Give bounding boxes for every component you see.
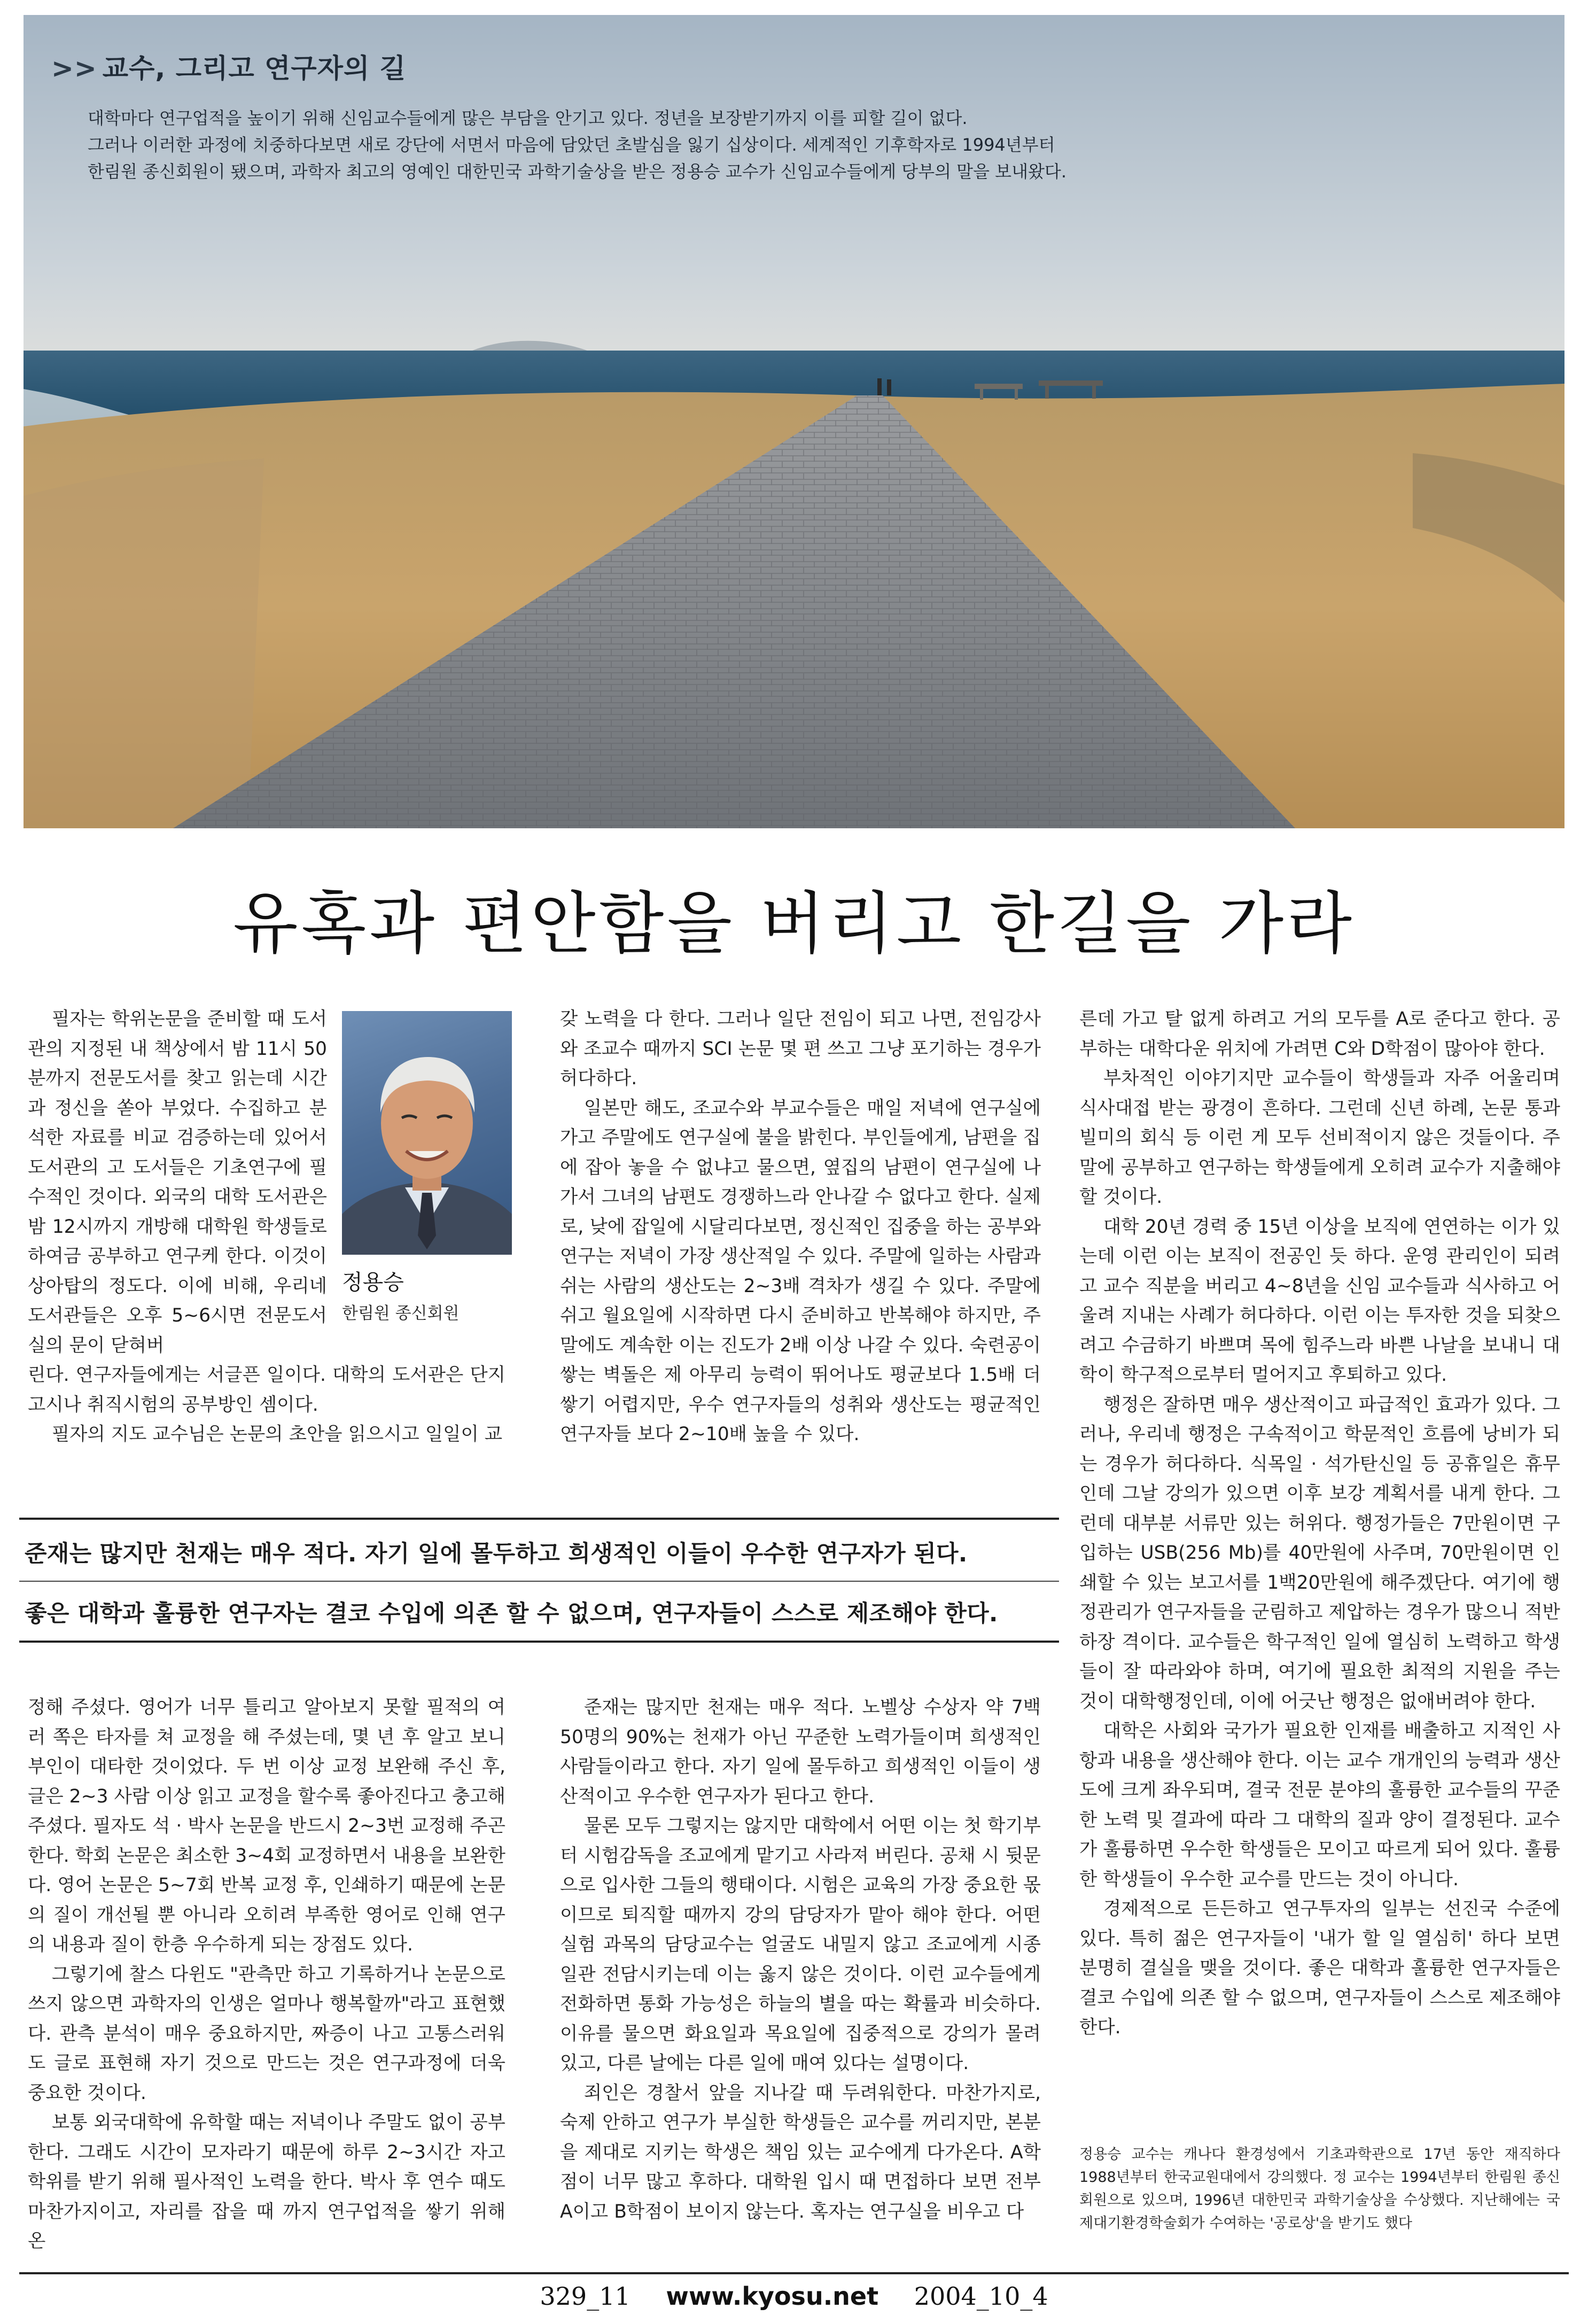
paragraph: 른데 가고 탈 없게 하려고 거의 모두를 A로 준다고 한다. 공부하는 대학다운 위치에 가려면 C와 D학점이 많아야 한다. [1079,1008,1560,1060]
paragraph: 필자의 지도 교수님은 논문의 초안을 읽으시고 일일이 교 [51,1424,503,1445]
double-chevron-icon: >> [51,53,97,84]
paragraph: 그렇기에 찰스 다윈도 "관측만 하고 기록하거나 논문으로 쓰지 않으면 과학자의 인생은 얼마나 행복할까"라고 표현했다. 관측 분석이 매우 중요하지만, 짜증이 나고 고통스러워도 글로 표현해 자기 것으로 만드는 것은 연구과정에 더욱 중요한 것이다. [28,1963,505,2104]
issue-number: 329_11 [540,2282,630,2311]
column-3 [1079,1005,1560,2043]
author-affiliation: 한림원 종신회원 [342,1304,460,1323]
intro-line: 대학마다 연구업적을 높이기 위해 신임교수들에게 많은 부담을 안기고 있다. 정년을 보장받기까지 이를 피할 길이 없다. [88,108,968,128]
section-title-text: 교수, 그리고 연구자의 길 [102,53,407,84]
column-1-bottom [28,1693,505,2257]
paragraph: 죄인은 경찰서 앞을 지나갈 때 두려워한다. 마찬가지로, 숙제 안하고 연구가 부실한 학생들은 교수를 꺼리지만, 본분을 제대로 지키는 학생은 책임 있는 교수에게 다가온다. A학점이 너무 많고 후하다. 대학원 입시 때 면접하다 보면 전부 A이고 B학점이 보이지 않는다. 혹자는 연구실을 비우고 다 [560,2082,1041,2222]
paragraph: 대학은 사회와 국가가 필요한 인재를 배출하고 지적인 사항과 내용을 생산해야 한다. 이는 교수 개개인의 능력과 생산도에 크게 좌우되며, 결국 전문 분야의 훌륭한 교수들의 꾸준한 노력 및 결과에 따라 그 대학의 질과 양이 결정된다. 교수가 훌륭하면 우수한 학생들은 모이고 따르게 되어 있다. 훌륭한 학생들이 우수한 교수를 만드는 것이 아니다. [1079,1720,1560,1890]
hero-intro [88,105,1167,185]
paragraph: 행정은 잘하면 매우 생산적이고 파급적인 효과가 있다. 그러나, 우리네 행정은 구속적이고 학문적인 흐름에 낭비가 되는 경우가 허다하다. 식목일 · 석가탄신일 등 공휴일은 휴무인데 그날 강의가 있으면 이후 보강 계획서를 내게 한다. 그런데 대부분 서류만 있는 허위다. 행정가들은 7만원이면 구입하는 USB(256 Mb)를 40만원에 사주며, 70만원이면 인쇄할 수 있는 보고서를 1백20만원에 해주겠단다. 여기에 행정관리가 연구자들을 군림하고 제압하는 경우가 많으니 적반하장 격이다. 교수들은 학구적인 일에 열심히 노력하고 학생들이 잘 따라와야 하며, 여기에 필요한 최적의 지원을 주는 것이 대학행정인데, 이에 어긋난 행정은 없애버려야 한다. [1079,1394,1560,1712]
column-2-top [560,1005,1041,1450]
issue-date: 2004_10_4 [914,2282,1048,2311]
section-title [51,47,406,86]
paragraph: 갖 노력을 다 한다. 그러나 일단 전임이 되고 나면, 전임강사와 조교수 때까지 SCI 논문 몇 편 쓰고 그냥 포기하는 경우가 허다하다. [560,1008,1041,1089]
paragraph: 필자는 학위논문을 준비할 때 도서관의 지정된 내 책상에서 밤 11시 50분까지 전문도서를 찾고 읽는데 시간과 정신을 쏟아 부었다. 수집하고 분석한 자료를 비교 검증하는데 있어서 도서관의 고 도서들은 기초연구에 필수적인 것이다. 외국의 대학 도서관은 밤 12시까지 개방해 대학원 학생들로 하여금 공부하고 연구케 한다. 이것이 상아탑의 정도다. 이에 비해, 우리네 도서관들은 오후 5~6시면 전문도서실의 문이 닫혀버 [28,1008,327,1356]
pull-quote-line: 준재는 많지만 천재는 매우 적다. 자기 일에 몰두하고 희생적인 이들이 우수한 연구자가 된다. [25,1541,968,1567]
paragraph: 린다. 연구자들에게는 서글픈 일이다. 대학의 도서관은 단지 고시나 취직시험의 공부방인 셈이다. [28,1364,505,1416]
divider [19,1581,1059,1582]
paragraph: 물론 모두 그렇지는 않지만 대학에서 어떤 이는 첫 학기부터 시험감독을 조교에게 맡기고 사라져 버린다. 공채 시 뒷문으로 입사한 그들의 행태이다. 시험은 교육의 가장 중요한 몫이므로 퇴직할 때까지 강의 담당자가 맡아 해야 한다. 어떤 실험 과목의 담당교수는 얼굴도 내밀지 않고 조교에게 시종일관 전담시키는데 이는 옳지 않은 것이다. 이런 교수들에게 전화하면 통화 가능성은 하늘의 별을 따는 확률과 비슷하다. 이유를 물으면 화요일과 목요일에 집중적으로 강의가 몰려 있고, 다른 날에는 다른 일에 매여 있다는 설명이다. [560,1815,1041,2074]
divider [19,1641,1059,1643]
intro-line: 한림원 종신회원이 됐으며, 과학자 최고의 영예인 대한민국 과학기술상을 받은 정용승 교수가 신임교수들에게 당부의 말을 보내왔다. [88,161,1067,182]
paragraph: 정해 주셨다. 영어가 너무 틀리고 알아보지 못할 필적의 여러 쪽은 타자를 쳐 교정을 해 주셨는데, 몇 년 후 알고 보니 부인이 대타한 것이었다. 두 번 이상 교정 보완해 주신 후, 글은 2~3 사람 이상 읽고 교정을 할수록 좋아진다고 충고해 주셨다. 필자도 석 · 박사 논문을 반드시 2~3번 교정해 주곤 한다. 학회 논문은 최소한 3~4회 교정하면서 내용을 보완한다. 영어 논문은 5~7회 반복 교정 후, 인쇄하기 때문에 논문의 질이 개선될 뿐 아니라 오히려 부족한 영어로 인해 연구의 내용과 질이 한층 우수하게 되는 장점도 있다. [28,1697,505,1955]
footer-divider [19,2272,1569,2274]
hero-photo [24,15,1564,828]
paragraph: 보통 외국대학에 유학할 때는 저녁이나 주말도 없이 공부한다. 그래도 시간이 모자라기 때문에 하루 2~3시간 자고 학위를 받기 위해 필사적인 노력을 한다. 박사 후 연수 때도 마찬가지이고, 자리를 잡을 때 까지 연구업적을 쌓기 위해 온 [28,2112,505,2252]
paragraph: 준재는 많지만 천재는 매우 적다. 노벨상 수상자 약 7백50명의 90%는 천재가 아닌 꾸준한 노력가들이며 희생적인 사람들이라고 한다. 자기 일에 몰두하고 희생적인 이들이 생산적이고 우수한 연구자가 된다고 한다. [560,1697,1041,1807]
column-2-bottom [560,1693,1041,2227]
paragraph: 대학 20년 경력 중 15년 이상을 보직에 연연하는 이가 있는데 이런 이는 보직이 전공인 듯 하다. 운영 관리인이 되려고 교수 직분을 버리고 4~8년을 신임 교수들과 식사하고 어울려 지내는 사례가 허다하다. 이런 이는 투자한 것을 되찾으려고 수금하기 바쁘며 목에 힘주느라 바쁜 나날을 보내니 대학이 학구적으로부터 멀어지고 후퇴하고 있다. [1079,1216,1560,1386]
divider [19,1518,1059,1520]
article-title: 유혹과 편안함을 버리고 한길을 가라 [233,884,1355,963]
website-link[interactable]: www.kyosu.net [666,2282,879,2311]
pull-quote-line: 좋은 대학과 훌륭한 연구자는 결코 수입에 의존 할 수 없으며, 연구자들이 스스로 제조해야 한다. [25,1600,998,1627]
paragraph: 경제적으로 든든하고 연구투자의 일부는 선진국 수준에 있다. 특히 젊은 연구자들이 '내가 할 일 열심히' 하다 보면 분명히 결실을 맺을 것이다. 좋은 대학과 훌륭한 연구자들은 결코 수입에 의존 할 수 없으며, 연구자들이 스스로 제조해야 한다. [1079,1898,1560,2038]
intro-line: 그러나 이러한 과정에 치중하다보면 새로 강단에 서면서 마음에 담았던 초발심을 잃기 십상이다. 세계적인 기후학자로 1994년부터 [88,135,1055,155]
pull-quote [19,1518,1059,1643]
page-footer [0,2282,1588,2311]
author-bio: 정용승 교수는 캐나다 환경성에서 기초과학관으로 17년 동안 재직하다 1988년부터 한국교원대에서 강의했다. 정 교수는 1994년부터 한림원 종신회원으로 있으며, 1996년 대한민국 과학기술상을 수상했다. 지난해에는 국제대기환경학술회가 수여하는 '공로상'을 받기도 했다 [1079,2146,1560,2232]
paragraph: 부차적인 이야기지만 교수들이 학생들과 자주 어울리며 식사대접 받는 광경이 흔하다. 그런데 신년 하례, 논문 통과 빌미의 회식 등 이런 게 모두 선비적이지 않은 것들이다. 주말에 공부하고 연구하는 학생들에게 오히려 교수가 지출해야 할 것이다. [1079,1068,1560,1208]
column-1-top [28,1005,505,1450]
paragraph: 일본만 해도, 조교수와 부교수들은 매일 저녁에 연구실에 가고 주말에도 연구실에 불을 밝힌다. 부인들에게, 남편을 집에 잡아 놓을 수 없냐고 물으면, 옆집의 남편이 연구실에 나가서 그녀의 남편도 경쟁하느라 안나갈 수 없다고 한다. 실제로, 낮에 잡일에 시달리다보면, 정신적인 집중을 하는 공부와 연구는 저녁이 가장 생산적일 수 있다. 주말에 일하는 사람과 쉬는 사람의 생산도는 2~3배 격차가 생길 수 있다. 주말에 쉬고 월요일에 시작하면 다시 준비하고 반복해야 하지만, 주말에도 계속한 이는 진도가 2배 이상 나갈 수 있다. 숙련공이 쌓는 벽돌은 제 아무리 능력이 뛰어나도 평균보다 1.5배 더 쌓기 어렵지만, 우수 연구자들의 성취와 생산도는 평균적인 연구자들 보다 2~10배 높을 수 있다. [560,1097,1041,1445]
author-name: 정용승 [342,1270,404,1295]
